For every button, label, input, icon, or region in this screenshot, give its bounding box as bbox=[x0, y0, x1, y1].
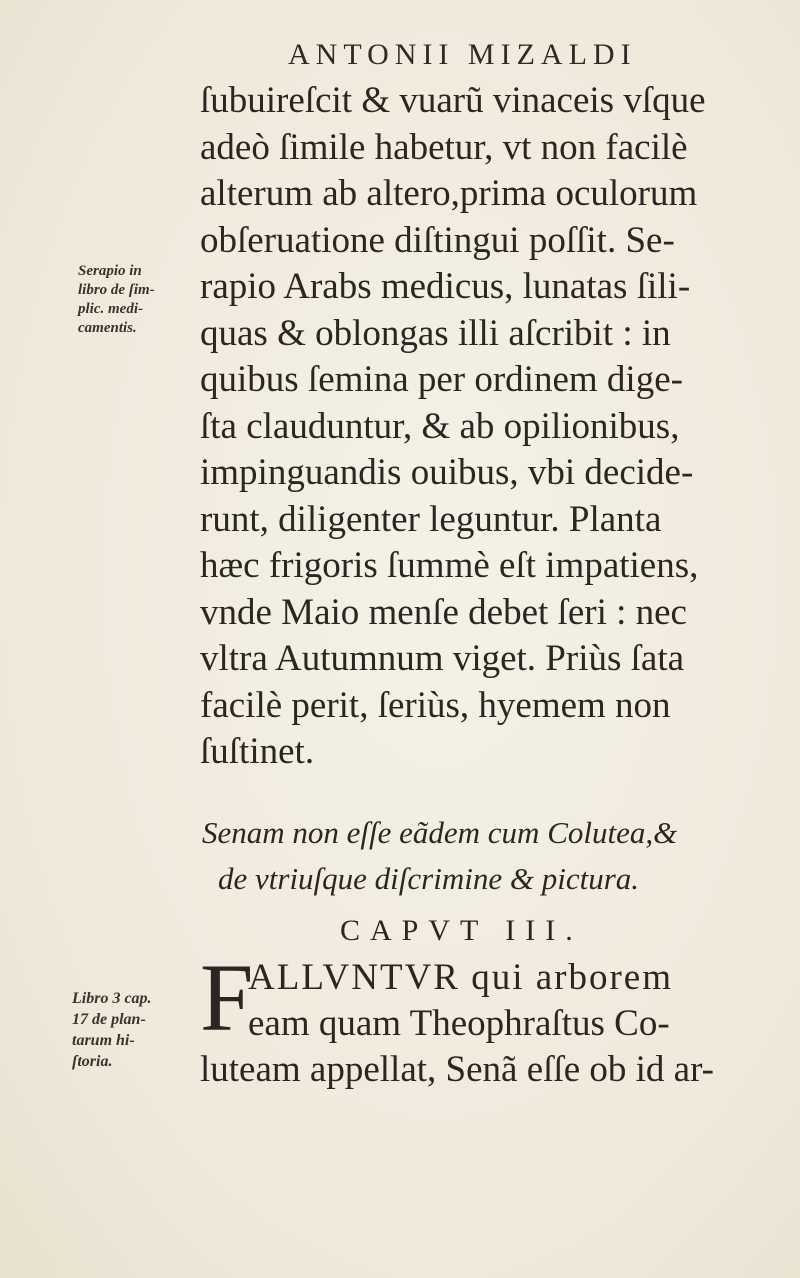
marginal-note-line: Serapio in bbox=[78, 263, 142, 279]
marginal-note-theophrastus bbox=[72, 988, 197, 1072]
text-line: ſuſtinet. bbox=[200, 731, 315, 772]
chapter-paragraph bbox=[200, 955, 788, 1093]
marginal-note-line: Libro 3 cap. bbox=[72, 990, 152, 1007]
marginal-note-line: 17 de plan- bbox=[72, 1011, 146, 1028]
heading-line: de vtriuſque diſcrimine & pictura. bbox=[218, 861, 640, 896]
marginal-note-line: tarum hi- bbox=[72, 1032, 135, 1049]
text-line: rapio Arabs medicus, lunatas ſili- bbox=[200, 266, 691, 307]
text-line: ALLVNTVR qui arborem bbox=[248, 957, 674, 998]
text-line: hæc frigoris ſummè eſt impatiens, bbox=[200, 545, 699, 586]
running-head: ANTONII MIZALDI bbox=[288, 38, 637, 71]
text-line: quas & oblongas illi aſcribit : in bbox=[200, 312, 671, 354]
marginal-note-line: plic. medi- bbox=[78, 301, 143, 317]
marginal-note-line: camentis. bbox=[78, 320, 137, 336]
text-line: vltra Autumnum viget. Priùs ſata bbox=[200, 638, 685, 679]
drop-cap-initial: F bbox=[200, 944, 254, 1051]
text-line: luteam appellat, Senã eſſe ob id ar- bbox=[200, 1049, 714, 1090]
marginal-note-serapio bbox=[78, 262, 203, 338]
text-line: facilè perit, ſeriùs, hyemem non bbox=[200, 684, 671, 726]
text-line: runt, diligenter leguntur. Planta bbox=[200, 498, 662, 540]
text-line: obſeruatione diſtingui poſſit. Se- bbox=[200, 219, 675, 261]
marginal-note-line: libro de ſim- bbox=[78, 282, 155, 298]
text-line: eam quam Theophraſtus Co- bbox=[248, 1003, 670, 1044]
marginal-note-line: ſtoria. bbox=[72, 1053, 113, 1070]
text-line: alterum ab altero,prima oculorum bbox=[200, 173, 698, 214]
text-line: ſubuireſcit & vuarũ vinaceis vſque bbox=[200, 80, 706, 121]
body-paragraph bbox=[200, 78, 780, 776]
chapter-label: CAPVT III. bbox=[340, 914, 583, 947]
heading-line: Senam non eſſe eãdem cum Colutea,& bbox=[202, 815, 678, 850]
text-line: vnde Maio menſe debet ſeri : nec bbox=[200, 591, 687, 633]
text-line: quibus ſemina per ordinem dige- bbox=[200, 359, 683, 400]
text-line: adeò ſimile habetur, vt non facilè bbox=[200, 126, 688, 168]
section-heading bbox=[200, 810, 780, 902]
text-line: ſta clauduntur, & ab opilionibus, bbox=[200, 405, 680, 447]
text-line: impinguandis ouibus, vbi decide- bbox=[200, 452, 694, 493]
